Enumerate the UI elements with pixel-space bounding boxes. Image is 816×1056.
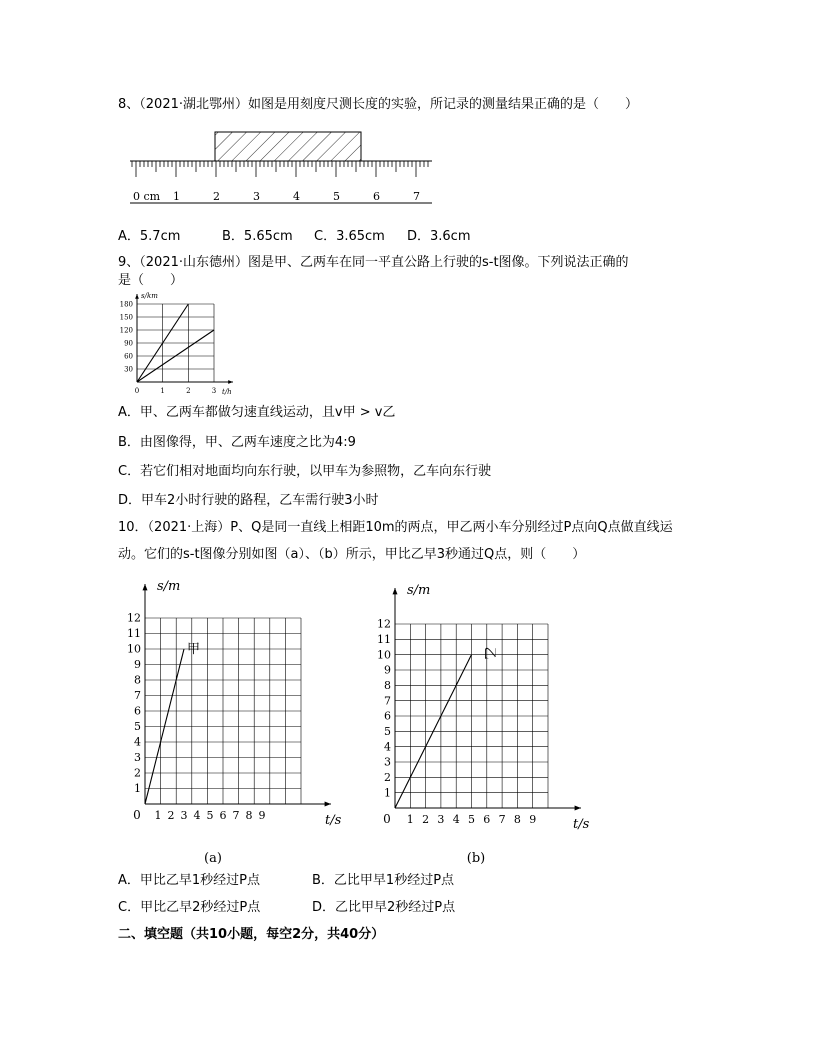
x-axis-label: t/s (325, 813, 342, 828)
y-tick-label: 9 (384, 663, 391, 677)
y-axis-label: s/m (407, 583, 431, 598)
y-axis-arrow (135, 294, 139, 299)
x-tick-label: 9 (529, 813, 537, 826)
x-tick-label: 0 (134, 387, 140, 395)
q8-option-a[interactable]: A．5.7cm (118, 229, 181, 244)
y-tick-label: 4 (134, 735, 141, 749)
x-tick-label: 5 (206, 809, 214, 822)
ruler-tick-label: 5 (333, 190, 340, 203)
x-tick-label: 8 (513, 813, 521, 826)
y-tick-label: 11 (127, 627, 141, 641)
x-tick-label: 3 (437, 813, 445, 826)
y-axis-arrow (393, 588, 398, 594)
q9-chart (115, 290, 240, 398)
x-axis-label: t/s (573, 817, 590, 832)
x-tick-label: 7 (498, 813, 506, 826)
y-tick-label: 150 (119, 313, 133, 322)
q8-option-c[interactable]: C．3.65cm (314, 229, 385, 244)
origin-label: 0 (383, 812, 391, 826)
y-tick-label: 6 (134, 704, 141, 718)
y-tick-label: 120 (119, 326, 133, 335)
y-tick-label: 12 (377, 617, 391, 631)
x-tick-label: 1 (406, 813, 414, 826)
series-name-label: 乙 (481, 646, 497, 660)
y-tick-label: 180 (119, 300, 133, 309)
measured-block (215, 132, 361, 161)
x-tick-label: 1 (154, 809, 162, 822)
x-tick-label: 6 (219, 809, 227, 822)
q10-stem-line2: 动。它们的s-t图像分别如图（a）、（b）所示，甲比乙早3秒通过Q点，则（ ） (118, 547, 586, 562)
y-axis-arrow (143, 584, 148, 590)
q9-option-a[interactable]: A．甲、乙两车都做匀速直线运动，且v甲 > v乙 (118, 405, 396, 420)
y-tick-label: 7 (134, 689, 141, 703)
q10-option-c[interactable]: C．甲比乙早2秒经过P点 (118, 900, 261, 915)
ruler-tick-label: 6 (373, 190, 380, 203)
y-tick-label: 11 (377, 633, 391, 646)
q9-option-d[interactable]: D．甲车2小时行驶的路程，乙车需行驶3小时 (118, 493, 379, 508)
y-tick-label: 5 (134, 720, 141, 734)
y-tick-label: 1 (384, 786, 391, 800)
ruler-tick-label: 7 (413, 190, 420, 203)
ruler-tick-label: 4 (293, 190, 300, 203)
x-tick-label: 6 (483, 813, 491, 826)
y-tick-label: 3 (384, 755, 391, 769)
x-tick-label: 5 (468, 813, 475, 826)
y-tick-label: 12 (127, 611, 141, 625)
section-2-title: 二、填空题（共10小题，每空2分，共40分） (118, 927, 385, 942)
x-tick-label: 3 (211, 387, 217, 395)
q8-option-b[interactable]: B．5.65cm (222, 229, 293, 244)
y-axis-label: s/km (141, 292, 158, 300)
y-tick-label: 9 (134, 658, 141, 672)
x-tick-label: 4 (193, 809, 201, 822)
x-tick-label: 9 (258, 809, 266, 822)
q8-stem: 8、（2021·湖北鄂州）如图是用刻度尺测长度的实验，所记录的测量结果正确的是（ ） (118, 97, 638, 112)
q9-stem-line1: 9、（2021·山东德州）图是甲、乙两车在同一平直公路上行驶的s-t图像。下列说法正确的 (118, 255, 629, 270)
q10-stem-line1: 10．（2021·上海）P、Q是同一直线上相距10m的两点，甲乙两小车分别经过P点向Q点做直线运 (118, 520, 673, 535)
y-tick-label: 60 (124, 352, 133, 361)
x-tick-label: 2 (186, 387, 191, 395)
q10-option-a[interactable]: A．甲比乙早1秒经过P点 (118, 873, 261, 888)
x-tick-label: 1 (160, 387, 165, 395)
ruler-unit-label: 0 cm (133, 190, 161, 203)
q8-option-d[interactable]: D．3.6cm (407, 229, 471, 244)
q9-stem-line2: 是（ ） (118, 273, 184, 288)
q9-option-b[interactable]: B．由图像得，甲、乙两车速度之比为4:9 (118, 435, 356, 450)
y-axis-label: s/m (157, 579, 181, 594)
q10-chart-a (125, 572, 350, 872)
x-axis-label: t/h (222, 388, 232, 396)
q10-option-b[interactable]: B．乙比甲早1秒经过P点 (312, 873, 455, 888)
ruler-tick-label: 1 (173, 190, 180, 203)
y-tick-label: 1 (134, 782, 141, 796)
x-axis-arrow (325, 802, 331, 807)
y-tick-label: 8 (134, 673, 141, 687)
ruler-tick-label: 3 (253, 190, 260, 203)
series-name-label: 甲 (187, 642, 201, 657)
x-tick-label: 3 (180, 809, 188, 822)
y-tick-label: 4 (384, 740, 391, 754)
ruler-figure (125, 126, 440, 210)
x-axis-arrow (228, 380, 233, 384)
y-tick-label: 30 (124, 365, 133, 374)
y-tick-label: 2 (134, 766, 141, 780)
caption-a: (a) (204, 851, 222, 866)
q9-option-c[interactable]: C．若它们相对地面均向东行驶，以甲车为参照物，乙车向东行驶 (118, 464, 492, 479)
y-tick-label: 2 (384, 771, 391, 784)
q10-option-d[interactable]: D．乙比甲早2秒经过P点 (312, 900, 456, 915)
y-tick-label: 6 (384, 709, 391, 723)
y-tick-label: 5 (384, 725, 391, 738)
y-tick-label: 8 (384, 679, 391, 692)
x-tick-label: 2 (422, 813, 430, 826)
y-tick-label: 10 (127, 642, 141, 656)
x-tick-label: 2 (167, 809, 175, 822)
q10-chart-b (365, 572, 595, 872)
y-tick-label: 10 (377, 648, 391, 662)
x-tick-label: 4 (452, 813, 460, 826)
y-tick-label: 7 (384, 694, 391, 708)
origin-label: 0 (133, 808, 141, 822)
y-tick-label: 90 (124, 339, 133, 348)
y-tick-label: 3 (134, 751, 141, 765)
x-axis-arrow (575, 806, 581, 811)
caption-b: (b) (466, 851, 486, 866)
ruler-tick-label: 2 (213, 190, 220, 203)
x-tick-label: 8 (245, 809, 253, 822)
x-tick-label: 7 (232, 809, 240, 822)
